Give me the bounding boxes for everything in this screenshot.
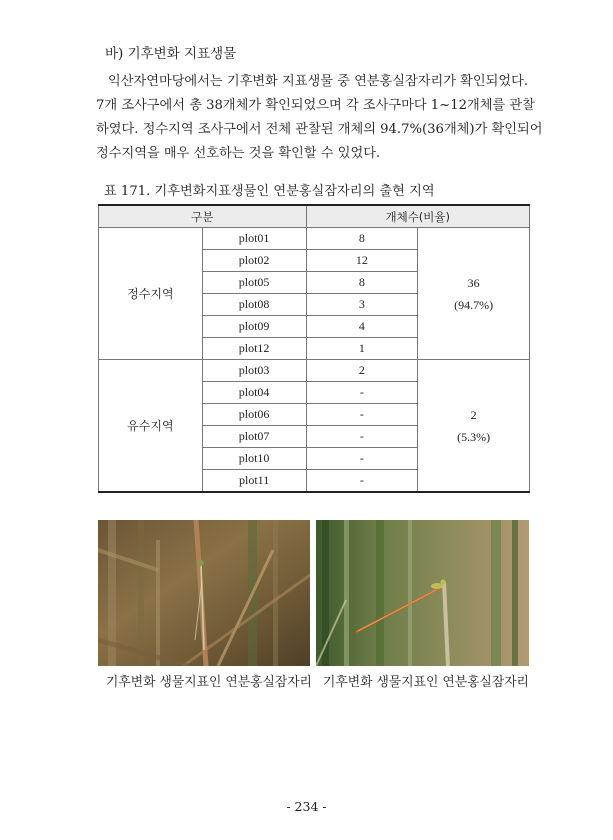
total-ratio: (5.3%)	[457, 429, 491, 444]
paragraph-line: 정수지역을 매우 선호하는 것을 확인할 수 있었다.	[96, 146, 381, 161]
table-caption: 표 171. 기후변화지표생물인 연분홍실잠자리의 출현 지역	[104, 184, 435, 199]
plot-cell: plot11	[202, 470, 306, 493]
section-heading: 바) 기후변화 지표생물	[105, 46, 237, 62]
total-count: 36	[467, 275, 480, 290]
damselfly-photo-1	[98, 520, 310, 666]
plot-cell: plot07	[202, 426, 306, 448]
plot-cell: plot06	[202, 404, 306, 426]
count-cell: -	[306, 426, 418, 448]
plot-cell: plot08	[202, 294, 306, 316]
plot-cell: plot04	[202, 382, 306, 404]
table-row	[99, 360, 530, 382]
photo-caption-2: 기후변화 생물지표인 연분홍실잠자리	[323, 675, 529, 690]
plot-cell: plot02	[202, 250, 306, 272]
count-cell: 3	[306, 294, 418, 316]
header-count: 개체수(비율)	[306, 205, 530, 228]
table-body	[99, 228, 530, 493]
plot-cell: plot10	[202, 448, 306, 470]
count-cell: -	[306, 404, 418, 426]
count-cell: 1	[306, 338, 418, 360]
damselfly-photo-2	[316, 520, 529, 666]
plot-cell: plot09	[202, 316, 306, 338]
total-count: 2	[470, 407, 477, 422]
paragraph-line: 7개 조사구에서 총 38개체가 확인되었으며 각 조사구마다 1~12개체를 관찰	[96, 98, 535, 113]
count-cell: 2	[306, 360, 418, 382]
paragraph-line: 하였다. 정수지역 조사구에서 전체 관찰된 개체의 94.7%(36개체)가 확인되어	[96, 122, 543, 137]
body-paragraph	[96, 70, 543, 166]
header-category: 구분	[99, 205, 307, 228]
photo-caption-1: 기후변화 생물지표인 연분홍실잠자리	[106, 675, 312, 690]
plot-cell: plot03	[202, 360, 306, 382]
table-header-row	[99, 205, 530, 228]
region-cell: 정수지역	[99, 228, 203, 360]
paragraph-line: 익산자연마당에서는 기후변화 지표생물 중 연분홍실잠자리가 확인되었다.	[108, 74, 529, 89]
total-ratio: (94.7%)	[454, 297, 494, 312]
count-cell: 12	[306, 250, 418, 272]
plot-cell: plot01	[202, 228, 306, 250]
region-cell: 유수지역	[99, 360, 203, 493]
page-number: - 234 -	[286, 799, 327, 814]
count-cell: -	[306, 470, 418, 493]
total-cell	[418, 228, 530, 360]
total-cell	[418, 360, 530, 493]
table-row	[99, 228, 530, 250]
count-cell: -	[306, 382, 418, 404]
occurrence-table	[98, 204, 530, 493]
count-cell: -	[306, 448, 418, 470]
count-cell: 8	[306, 272, 418, 294]
plot-cell: plot12	[202, 338, 306, 360]
count-cell: 8	[306, 228, 418, 250]
count-cell: 4	[306, 316, 418, 338]
plot-cell: plot05	[202, 272, 306, 294]
